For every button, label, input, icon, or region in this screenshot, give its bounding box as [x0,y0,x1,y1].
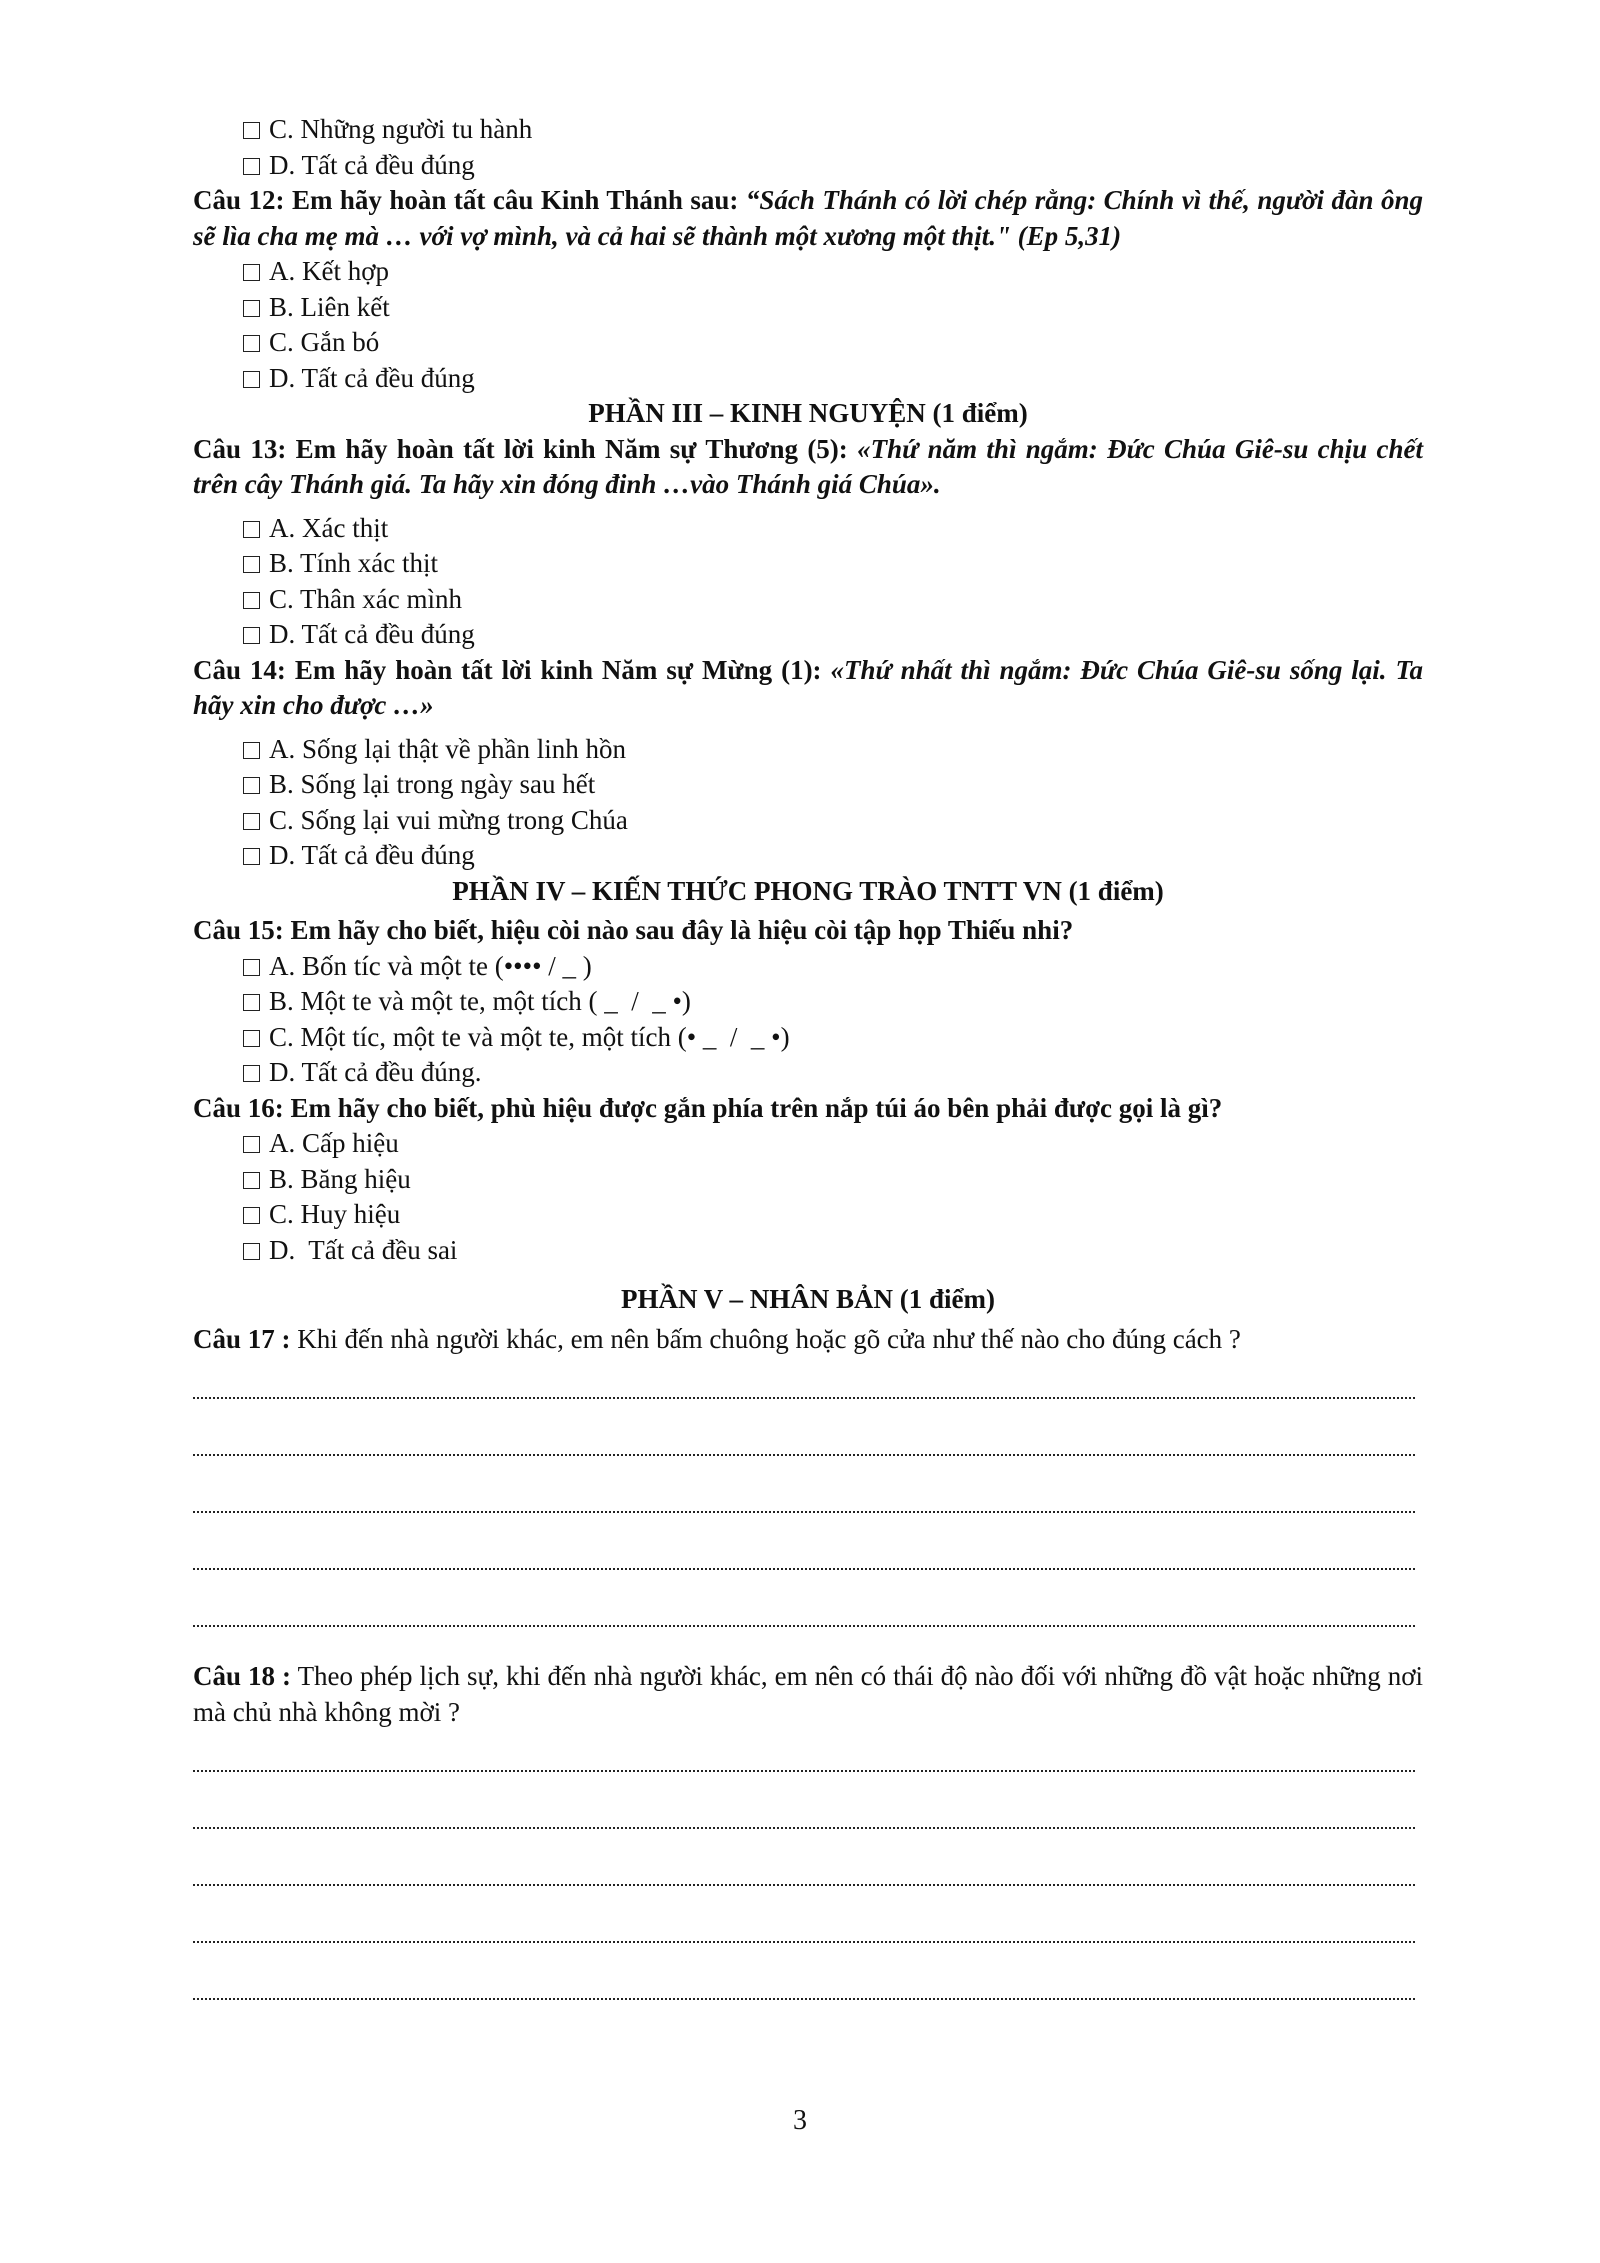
checkbox-icon[interactable] [243,994,260,1011]
question-text: Em hãy cho biết, hiệu còi nào sau đây là hiệu còi tập họp Thiếu nhi? [290,915,1074,945]
checkbox-icon[interactable] [243,1172,260,1189]
checkbox-icon[interactable] [243,592,260,609]
q13-option-a[interactable]: A. Xác thịt [193,511,1423,547]
question-text: Theo phép lịch sự, khi đến nhà người khác, em nên có thái độ nào đối với những đồ vật hoặc những nơi mà chủ nhà không mời ? [193,1661,1423,1727]
answer-line[interactable] [193,1568,1415,1572]
checkbox-icon[interactable] [243,300,260,317]
q12-option-b[interactable]: B. Liên kết [193,290,1423,326]
checkbox-icon[interactable] [243,627,260,644]
answer-line[interactable] [193,1884,1415,1888]
question-number: Câu 14: [193,654,286,685]
question-number: Câu 15: [193,915,284,945]
checkbox-icon[interactable] [243,122,260,139]
checkbox-icon[interactable] [243,813,260,830]
answer-line[interactable] [193,1454,1415,1458]
q13-option-b[interactable]: B. Tính xác thịt [193,546,1423,582]
checkbox-icon[interactable] [243,777,260,794]
section-heading-4: PHẦN IV – KIẾN THỨC PHONG TRÀO TNTT VN (1 điểm) [452,875,1164,906]
checkbox-icon[interactable] [243,158,260,175]
q15-option-d[interactable]: D. Tất cả đều đúng. [193,1055,1423,1091]
question-quote: «Thứ nhất thì ngắm: Đức Chúa Giê-su sống lại. Ta hãy xin cho được …» [193,654,1423,720]
checkbox-icon[interactable] [243,1207,260,1224]
q16-option-b[interactable]: B. Băng hiệu [193,1162,1423,1198]
answer-line[interactable] [193,1827,1415,1831]
q12-option-c[interactable]: C. Gắn bó [193,325,1423,361]
question-text: Em hãy cho biết, phù hiệu được gắn phía trên nắp túi áo bên phải được gọi là gì? [290,1092,1223,1123]
checkbox-icon[interactable] [243,1065,260,1082]
question-number: Câu 16: [193,1092,284,1123]
q13-option-c[interactable]: C. Thân xác mình [193,582,1423,618]
checkbox-icon[interactable] [243,1136,260,1153]
q16-option-d[interactable]: D. Tất cả đều sai [193,1233,1423,1269]
q12-option-d[interactable]: D. Tất cả đều đúng [193,361,1423,397]
answer-line[interactable] [193,1998,1415,2002]
document-page [193,112,1423,2002]
checkbox-icon[interactable] [243,848,260,865]
q12-option-a[interactable]: A. Kết hợp [193,254,1423,290]
q15-option-a[interactable]: A. Bốn tíc và một te (•••• / _ ) [193,949,1423,985]
q15-option-b[interactable]: B. Một te và một te, một tích ( _ / _ •) [193,984,1423,1020]
q14-option-a[interactable]: A. Sống lại thật về phần linh hồn [193,732,1423,768]
question-text: Em hãy hoàn tất lời kinh Năm sự Thương (5): [295,433,848,464]
checkbox-icon[interactable] [243,335,260,352]
page-number: 3 [793,2105,807,2136]
q11-option-d[interactable]: D. Tất cả đều đúng [193,148,1423,184]
checkbox-icon[interactable] [243,1030,260,1047]
q11-option-c[interactable]: C. Những người tu hành [193,112,1423,148]
checkbox-icon[interactable] [243,959,260,976]
answer-line[interactable] [193,1511,1415,1515]
checkbox-icon[interactable] [243,371,260,388]
checkbox-icon[interactable] [243,521,260,538]
question-text: Em hãy hoàn tất câu Kinh Thánh sau: [291,185,739,215]
question-13 [193,432,1423,503]
answer-line[interactable] [193,1770,1415,1774]
question-number: Câu 17 : [193,1323,291,1354]
question-quote: «Thứ năm thì ngắm: Đức Chúa Giê-su chịu chết trên cây Thánh giá. Ta hãy xin đóng đinh …vào Thánh giá Chúa». [193,433,1423,499]
question-17 [193,1322,1423,1358]
question-number: Câu 13: [193,433,287,464]
q14-option-b[interactable]: B. Sống lại trong ngày sau hết [193,767,1423,803]
checkbox-icon[interactable] [243,742,260,759]
answer-line[interactable] [193,1397,1415,1401]
q13-option-d[interactable]: D. Tất cả đều đúng [193,617,1423,653]
question-15 [193,913,1423,949]
question-number: Câu 12: [193,185,285,215]
checkbox-icon[interactable] [243,264,260,281]
q14-option-d[interactable]: D. Tất cả đều đúng [193,838,1423,874]
question-16 [193,1091,1423,1127]
checkbox-icon[interactable] [243,1243,260,1260]
question-14 [193,653,1423,724]
question-quote: “Sách Thánh có lời chép rằng: Chính vì thế, người đàn ông sẽ lìa cha mẹ mà … với vợ mình, và cả hai sẽ thành một xương một thịt." (Ep 5,31) [193,185,1424,251]
section-heading-3: PHẦN III – KINH NGUYỆN (1 điểm) [588,398,1028,428]
question-number: Câu 18 : [193,1661,292,1691]
q16-option-c[interactable]: C. Huy hiệu [193,1197,1423,1233]
question-text: Khi đến nhà người khác, em nên bấm chuông hoặc gõ cửa như thế nào cho đúng cách ? [297,1323,1241,1354]
q15-option-c[interactable]: C. Một tíc, một te và một te, một tích (• _ / _ •) [193,1020,1423,1056]
checkbox-icon[interactable] [243,556,260,573]
section-heading-5: PHẦN V – NHÂN BẢN (1 điểm) [621,1284,995,1314]
q14-option-c[interactable]: C. Sống lại vui mừng trong Chúa [193,803,1423,839]
question-18 [193,1659,1423,1730]
answer-line[interactable] [193,1941,1415,1945]
q16-option-a[interactable]: A. Cấp hiệu [193,1126,1423,1162]
question-12 [193,183,1423,254]
question-text: Em hãy hoàn tất lời kinh Năm sự Mừng (1): [294,654,822,685]
